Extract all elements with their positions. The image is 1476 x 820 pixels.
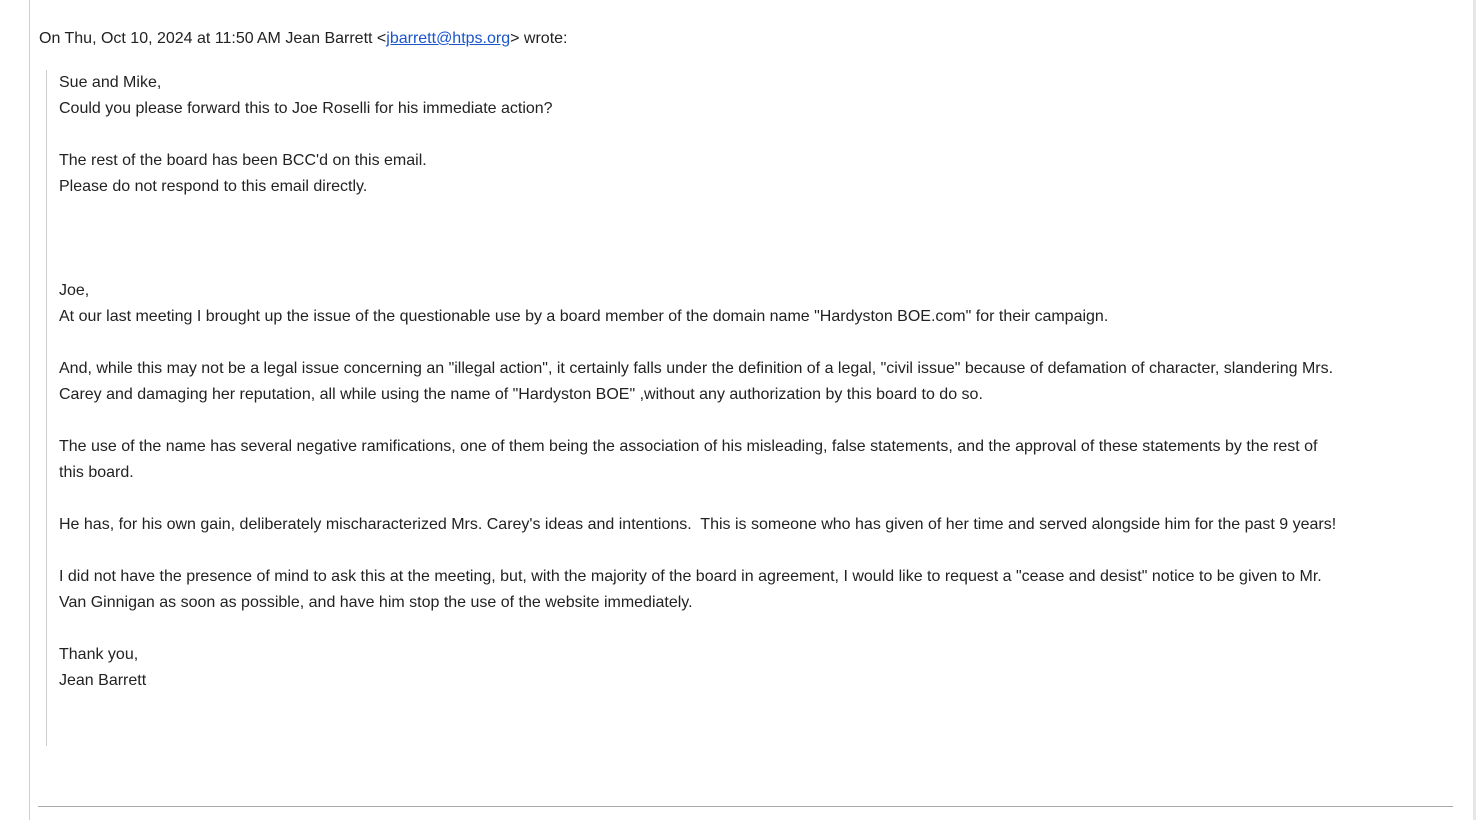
- quoted-message: [46, 70, 1459, 746]
- spacer: [59, 486, 1459, 512]
- spacer: [59, 330, 1459, 356]
- paragraph-1: At our last meeting I brought up the issue of the questionable use by a board member of the domain name "Hardyston BOE.com" for their campaign.: [59, 308, 1109, 325]
- spacer: [59, 200, 1459, 278]
- paragraph-2-line-2: Carey and damaging her reputation, all while using the name of "Hardyston BOE" ,without any authorization by this board to do so.: [59, 386, 983, 403]
- paragraph-2-line-1: And, while this may not be a legal issue concerning an "illegal action", it certainly falls under the definition of a legal, "civil issue" because of defamation of character, slandering Mrs.: [59, 360, 1334, 377]
- signature: Jean Barrett: [59, 672, 147, 689]
- attribution-prefix: On Thu, Oct 10, 2024 at 11:50 AM Jean Barrett <: [39, 30, 387, 47]
- paragraph-3-line-1: The use of the name has several negative ramifications, one of them being the association of his misleading, false statements, and the approval of these statements by the rest of: [59, 438, 1318, 455]
- sender-email-link[interactable]: jbarrett@htps.org: [386, 30, 511, 47]
- paragraph-5-line-2: Van Ginnigan as soon as possible, and have him stop the use of the website immediately.: [59, 594, 693, 611]
- quote-attribution: [39, 29, 567, 49]
- forward-request-line: Could you please forward this to Joe Roselli for his immediate action?: [59, 100, 553, 117]
- closing: Thank you,: [59, 646, 139, 663]
- paragraph-3-line-2: this board.: [59, 464, 134, 481]
- spacer: [59, 538, 1459, 564]
- spacer: [59, 122, 1459, 148]
- greeting-sue-mike: Sue and Mike,: [59, 74, 162, 91]
- spacer: [59, 408, 1459, 434]
- paragraph-4: He has, for his own gain, deliberately mischaracterized Mrs. Carey's ideas and intentions. This is someone who has given of her time and served alongside him for the past 9 years!: [59, 516, 1337, 533]
- message-divider: [38, 806, 1453, 807]
- paragraph-5-line-1: I did not have the presence of mind to ask this at the meeting, but, with the majority of the board in agreement, I would like to request a "cease and desist" notice to be given to Mr.: [59, 568, 1322, 585]
- do-not-respond-line: Please do not respond to this email directly.: [59, 178, 368, 195]
- attribution-suffix: > wrote:: [510, 30, 568, 47]
- bcc-notice-line: The rest of the board has been BCC'd on this email.: [59, 152, 427, 169]
- spacer: [59, 616, 1459, 642]
- greeting-joe: Joe,: [59, 282, 90, 299]
